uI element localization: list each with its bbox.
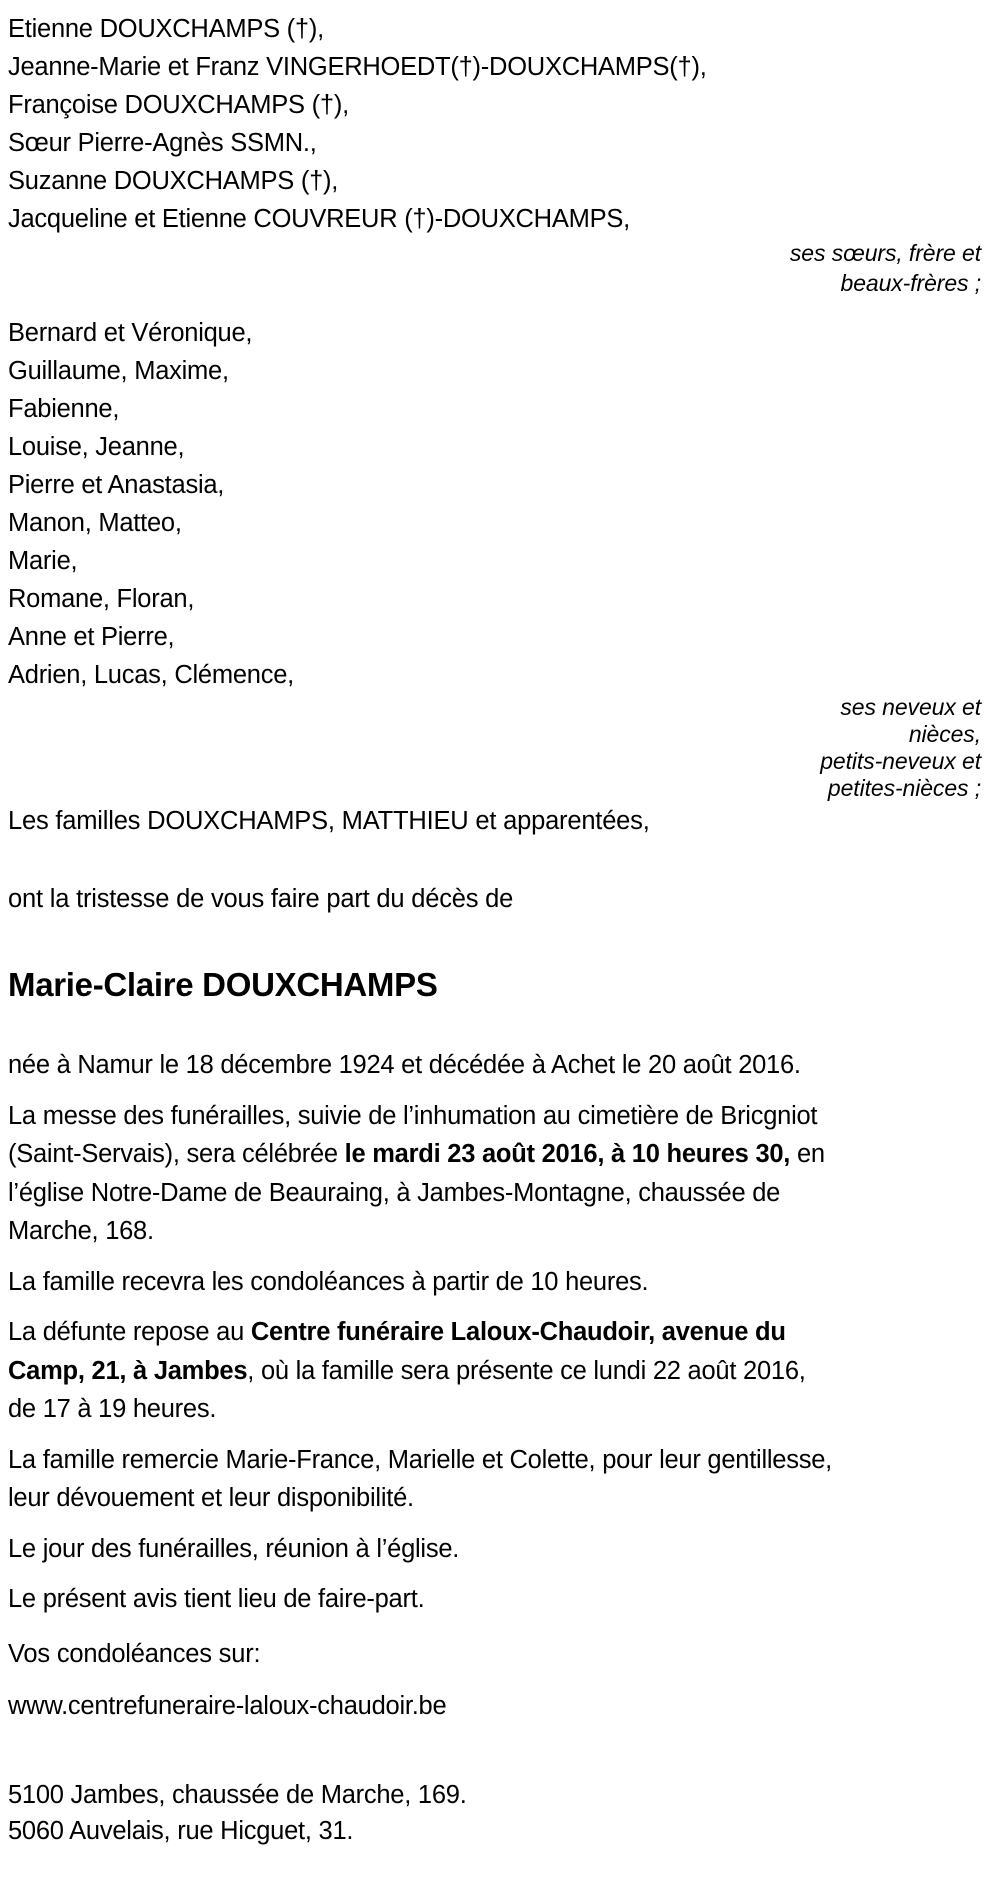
faire-part-line: Le présent avis tient lieu de faire-part. — [8, 1585, 425, 1613]
funeral-details-paragraph — [8, 1097, 838, 1251]
address-line: 5060 Auvelais, rue Hicguet, 31. — [8, 1816, 354, 1845]
list-item: Guillaume, Maxime, — [8, 357, 229, 385]
condolences-label: Vos condoléances sur: — [8, 1639, 261, 1668]
list-item: Sœur Pierre-Agnès SSMN., — [8, 129, 317, 157]
list-item: Bernard et Véronique, — [8, 319, 253, 347]
funeral-home-emphasis: Centre funéraire Laloux-Chaudoir, avenue du Camp, 21, à Jambes — [8, 1318, 786, 1385]
funeral-datetime-emphasis: le mardi 23 août 2016, à 10 heures 30, — [344, 1140, 791, 1168]
funeral-text-part1: La messe des funérailles, suivie de l’inhumation au cimetière de Bricgniot (Saint-Servais), sera célébrée — [8, 1101, 818, 1168]
nephews-relation-caption — [8, 694, 986, 802]
address-line: 5100 Jambes, chaussée de Marche, 169. — [8, 1780, 467, 1809]
families-line: Les familles DOUXCHAMPS, MATTHIEU et apparentées, — [8, 807, 650, 835]
list-item: Romane, Floran, — [8, 585, 195, 613]
condolences-time-line: La famille recevra les condoléances à partir de 10 heures. — [8, 1267, 649, 1296]
list-item: Fabienne, — [8, 395, 120, 423]
relation-caption-line: nièces, — [908, 721, 981, 747]
list-item: Jacqueline et Etienne COUVREUR (†)-DOUXCHAMPS, — [8, 205, 630, 233]
list-item: Pierre et Anastasia, — [8, 471, 225, 499]
relation-caption-line: petits-neveux et — [820, 748, 981, 774]
relation-caption-line: petites-nièces ; — [827, 775, 981, 801]
website-url[interactable]: www.centrefuneraire-laloux-chaudoir.be — [8, 1691, 447, 1720]
nephews-name-list — [8, 314, 986, 694]
birth-death-line: née à Namur le 18 décembre 1924 et décédée à Achet le 20 août 2016. — [8, 1051, 801, 1079]
list-item: Jeanne-Marie et Franz VINGERHOEDT(†)-DOUXCHAMPS(†), — [8, 53, 707, 81]
relation-caption-line: ses sœurs, frère et — [789, 240, 981, 266]
siblings-relation-caption — [8, 238, 986, 298]
list-item: Suzanne DOUXCHAMPS (†), — [8, 167, 339, 195]
reunion-line: Le jour des funérailles, réunion à l’église. — [8, 1534, 460, 1563]
siblings-name-list — [8, 10, 986, 238]
list-item: Etienne DOUXCHAMPS (†), — [8, 15, 324, 43]
relation-caption-line: ses neveux et — [840, 694, 981, 720]
relation-caption-line: beaux-frères ; — [840, 270, 981, 296]
list-item: Louise, Jeanne, — [8, 433, 185, 461]
page-title: Marie-Claire DOUXCHAMPS — [8, 966, 438, 1003]
repose-paragraph — [8, 1313, 838, 1429]
list-item: Anne et Pierre, — [8, 623, 175, 651]
funeral-text-part2: en l’église Notre-Dame de Beauraing, à Jambes-Montagne, chaussée de Marche, 168. — [8, 1140, 825, 1245]
announcement-line: ont la tristesse de vous faire part du décès de — [8, 885, 514, 913]
thanks-paragraph: La famille remercie Marie-France, Marielle et Colette, pour leur gentillesse, leur dévouement et leur disponibilité. — [8, 1445, 833, 1512]
funeral-home-addresses — [8, 1777, 986, 1849]
list-item: Françoise DOUXCHAMPS (†), — [8, 91, 349, 119]
list-item: Manon, Matteo, — [8, 509, 182, 537]
list-item: Adrien, Lucas, Clémence, — [8, 661, 294, 689]
list-item: Marie, — [8, 547, 78, 575]
repose-text-part1: La défunte repose au — [8, 1318, 251, 1346]
repose-text-part2: , où la famille sera présente ce lundi 22 août 2016, de 17 à 19 heures. — [8, 1356, 806, 1423]
